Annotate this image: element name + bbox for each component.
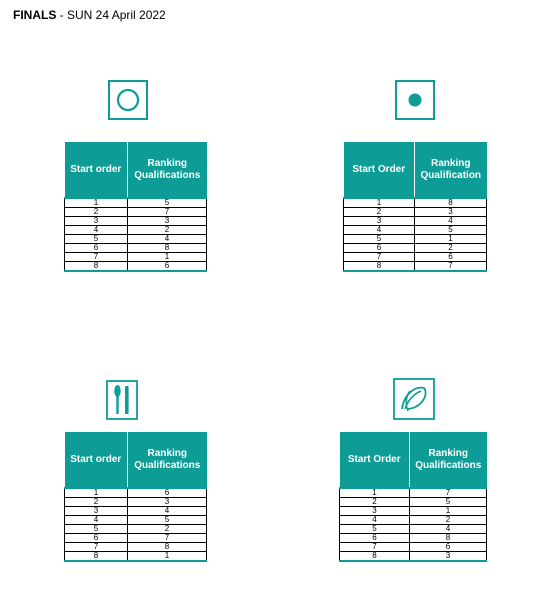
table-row xyxy=(65,253,207,262)
rank-cell: 2 xyxy=(410,516,487,525)
table-row xyxy=(340,525,487,534)
start-cell: 8 xyxy=(344,262,415,272)
rank-cell: 4 xyxy=(128,507,207,516)
start-cell: 7 xyxy=(344,253,415,262)
rank-cell: 7 xyxy=(410,488,487,498)
table-row xyxy=(344,244,487,253)
table-row xyxy=(65,244,207,253)
table-row xyxy=(340,507,487,516)
table-row xyxy=(65,208,207,217)
rank-cell: 5 xyxy=(415,226,487,235)
rank-cell: 1 xyxy=(410,507,487,516)
start-cell: 6 xyxy=(65,534,128,543)
start-cell: 2 xyxy=(65,498,128,507)
start-cell: 3 xyxy=(344,217,415,226)
start-cell: 5 xyxy=(65,235,128,244)
plate-dot-icon xyxy=(395,80,435,120)
table-header-row xyxy=(65,432,207,488)
rank-cell: 3 xyxy=(410,552,487,562)
header-date: - SUN 24 April 2022 xyxy=(56,8,166,22)
start-cell: 7 xyxy=(340,543,410,552)
rank-cell: 3 xyxy=(128,217,207,226)
rank-cell: 1 xyxy=(415,235,487,244)
start-cell: 6 xyxy=(344,244,415,253)
rank-cell: 3 xyxy=(415,208,487,217)
rank-cell: 8 xyxy=(128,244,207,253)
leaf-icon xyxy=(393,378,435,420)
rank-cell: 6 xyxy=(415,253,487,262)
table-row xyxy=(340,543,487,552)
table-row xyxy=(65,198,207,208)
table-header-row xyxy=(340,432,487,488)
start-order-table-3 xyxy=(64,432,207,562)
rank-cell: 3 xyxy=(128,498,207,507)
start-cell: 3 xyxy=(340,507,410,516)
ranking-header: Ranking Qualifications xyxy=(128,142,207,198)
table-row xyxy=(340,488,487,498)
start-cell: 6 xyxy=(65,244,128,253)
start-order-header: Start order xyxy=(65,142,128,198)
start-cell: 3 xyxy=(65,507,128,516)
table-row xyxy=(65,217,207,226)
table-row xyxy=(65,498,207,507)
start-cell: 4 xyxy=(340,516,410,525)
start-cell: 5 xyxy=(340,525,410,534)
cutlery-icon xyxy=(106,380,138,420)
ranking-header: Ranking Qualifications xyxy=(128,432,207,488)
rank-cell: 2 xyxy=(415,244,487,253)
rank-cell: 8 xyxy=(410,534,487,543)
ranking-header: Ranking Qualification xyxy=(415,142,487,198)
start-cell: 6 xyxy=(340,534,410,543)
start-cell: 4 xyxy=(65,226,128,235)
header-bold: FINALS xyxy=(13,8,57,22)
page-header xyxy=(13,8,166,22)
ranking-header: Ranking Qualifications xyxy=(410,432,487,488)
start-order-table-2 xyxy=(343,142,487,272)
table-row xyxy=(344,235,487,244)
rank-cell: 5 xyxy=(128,198,207,208)
rank-cell: 4 xyxy=(410,525,487,534)
start-cell: 2 xyxy=(65,208,128,217)
start-cell: 8 xyxy=(65,262,128,272)
table-row xyxy=(344,208,487,217)
start-cell: 8 xyxy=(340,552,410,562)
start-cell: 4 xyxy=(344,226,415,235)
start-cell: 7 xyxy=(65,253,128,262)
table-row xyxy=(340,516,487,525)
rank-cell: 2 xyxy=(128,226,207,235)
start-cell: 8 xyxy=(65,552,128,562)
rank-cell: 7 xyxy=(415,262,487,272)
start-cell: 3 xyxy=(65,217,128,226)
plate-ring-icon xyxy=(108,80,148,120)
table-row xyxy=(344,262,487,272)
rank-cell: 6 xyxy=(410,543,487,552)
table-header-row xyxy=(65,142,207,198)
table-row xyxy=(344,198,487,208)
rank-cell: 4 xyxy=(128,235,207,244)
table-row xyxy=(65,488,207,498)
table-row xyxy=(65,226,207,235)
table-row xyxy=(344,217,487,226)
start-cell: 1 xyxy=(344,198,415,208)
start-order-table-4 xyxy=(339,432,487,562)
start-cell: 1 xyxy=(65,488,128,498)
start-cell: 4 xyxy=(65,516,128,525)
rank-cell: 7 xyxy=(128,534,207,543)
table-row xyxy=(344,226,487,235)
table-row xyxy=(65,525,207,534)
table-row xyxy=(65,262,207,272)
table-header-row xyxy=(344,142,487,198)
table-row xyxy=(340,534,487,543)
start-cell: 1 xyxy=(65,198,128,208)
rank-cell: 6 xyxy=(128,262,207,272)
rank-cell: 8 xyxy=(415,198,487,208)
table-row xyxy=(65,516,207,525)
rank-cell: 1 xyxy=(128,552,207,562)
table-row xyxy=(65,507,207,516)
table-row xyxy=(65,534,207,543)
start-cell: 5 xyxy=(65,525,128,534)
start-cell: 2 xyxy=(344,208,415,217)
start-cell: 2 xyxy=(340,498,410,507)
rank-cell: 6 xyxy=(128,488,207,498)
start-order-header: Start Order xyxy=(344,142,415,198)
start-cell: 5 xyxy=(344,235,415,244)
rank-cell: 4 xyxy=(415,217,487,226)
table-row xyxy=(344,253,487,262)
start-cell: 1 xyxy=(340,488,410,498)
start-cell: 7 xyxy=(65,543,128,552)
rank-cell: 5 xyxy=(128,516,207,525)
rank-cell: 7 xyxy=(128,208,207,217)
table-row xyxy=(340,552,487,562)
table-row xyxy=(340,498,487,507)
rank-cell: 5 xyxy=(410,498,487,507)
rank-cell: 1 xyxy=(128,253,207,262)
rank-cell: 8 xyxy=(128,543,207,552)
table-row xyxy=(65,543,207,552)
start-order-header: Start order xyxy=(65,432,128,488)
start-order-header: Start Order xyxy=(340,432,410,488)
rank-cell: 2 xyxy=(128,525,207,534)
table-row xyxy=(65,235,207,244)
start-order-table-1 xyxy=(64,142,207,272)
table-row xyxy=(65,552,207,562)
